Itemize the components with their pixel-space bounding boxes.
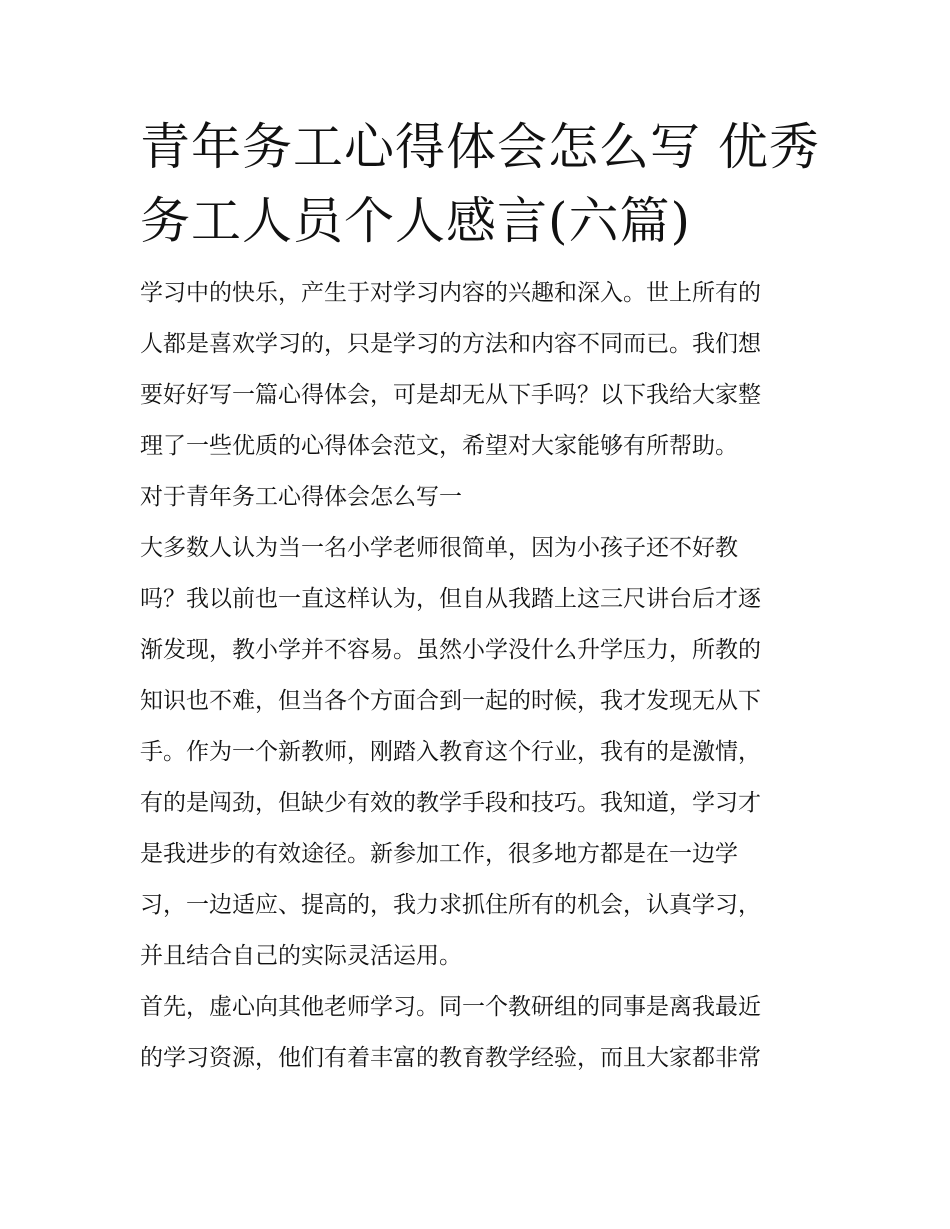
title-line: 青年务工心得体会怎么写 优秀 — [140, 118, 820, 176]
text-line: 的学习资源，他们有着丰富的教育教学经验，而且大家都非常 — [140, 1045, 761, 1071]
intro-paragraph — [140, 268, 812, 472]
text-line: 手。作为一个新教师，刚踏入教育这个行业，我有的是激情， — [140, 739, 761, 765]
text-line: 大多数人认为当一名小学老师很简单，因为小孩子还不好教 — [140, 535, 738, 561]
text-line: 知识也不难，但当各个方面合到一起的时候，我才发现无从下 — [140, 688, 761, 714]
document-title — [140, 110, 820, 258]
text-line: 吗？我以前也一直这样认为，但自从我踏上这三尺讲台后才逐 — [140, 586, 761, 612]
text-line: 学习中的快乐，产生于对学习内容的兴趣和深入。世上所有的 — [140, 280, 761, 306]
text-line: 要好好写一篇心得体会，可是却无从下手吗？以下我给大家整 — [140, 382, 761, 408]
section-heading — [140, 472, 812, 523]
body-paragraph — [140, 982, 812, 1084]
document-page — [140, 110, 820, 1084]
text-line: 渐发现，教小学并不容易。虽然小学没什么升学压力，所教的 — [140, 637, 761, 663]
text-line: 人都是喜欢学习的，只是学习的方法和内容不同而已。我们想 — [140, 331, 761, 357]
text-line: 对于青年务工心得体会怎么写一 — [140, 484, 462, 510]
text-line: 是我进步的有效途径。新参加工作，很多地方都是在一边学 — [140, 841, 738, 867]
title-line: 务工人员个人感言(六篇) — [140, 192, 692, 250]
document-body — [140, 268, 812, 1084]
body-paragraph — [140, 523, 812, 982]
text-line: 有的是闯劲，但缺少有效的教学手段和技巧。我知道，学习才 — [140, 790, 761, 816]
text-line: 首先，虚心向其他老师学习。同一个教研组的同事是离我最近 — [140, 994, 761, 1020]
text-line: 习，一边适应、提高的，我力求抓住所有的机会，认真学习， — [140, 892, 761, 918]
text-line: 理了一些优质的心得体会范文，希望对大家能够有所帮助。 — [140, 433, 738, 459]
text-line: 并且结合自己的实际灵活运用。 — [140, 943, 462, 969]
